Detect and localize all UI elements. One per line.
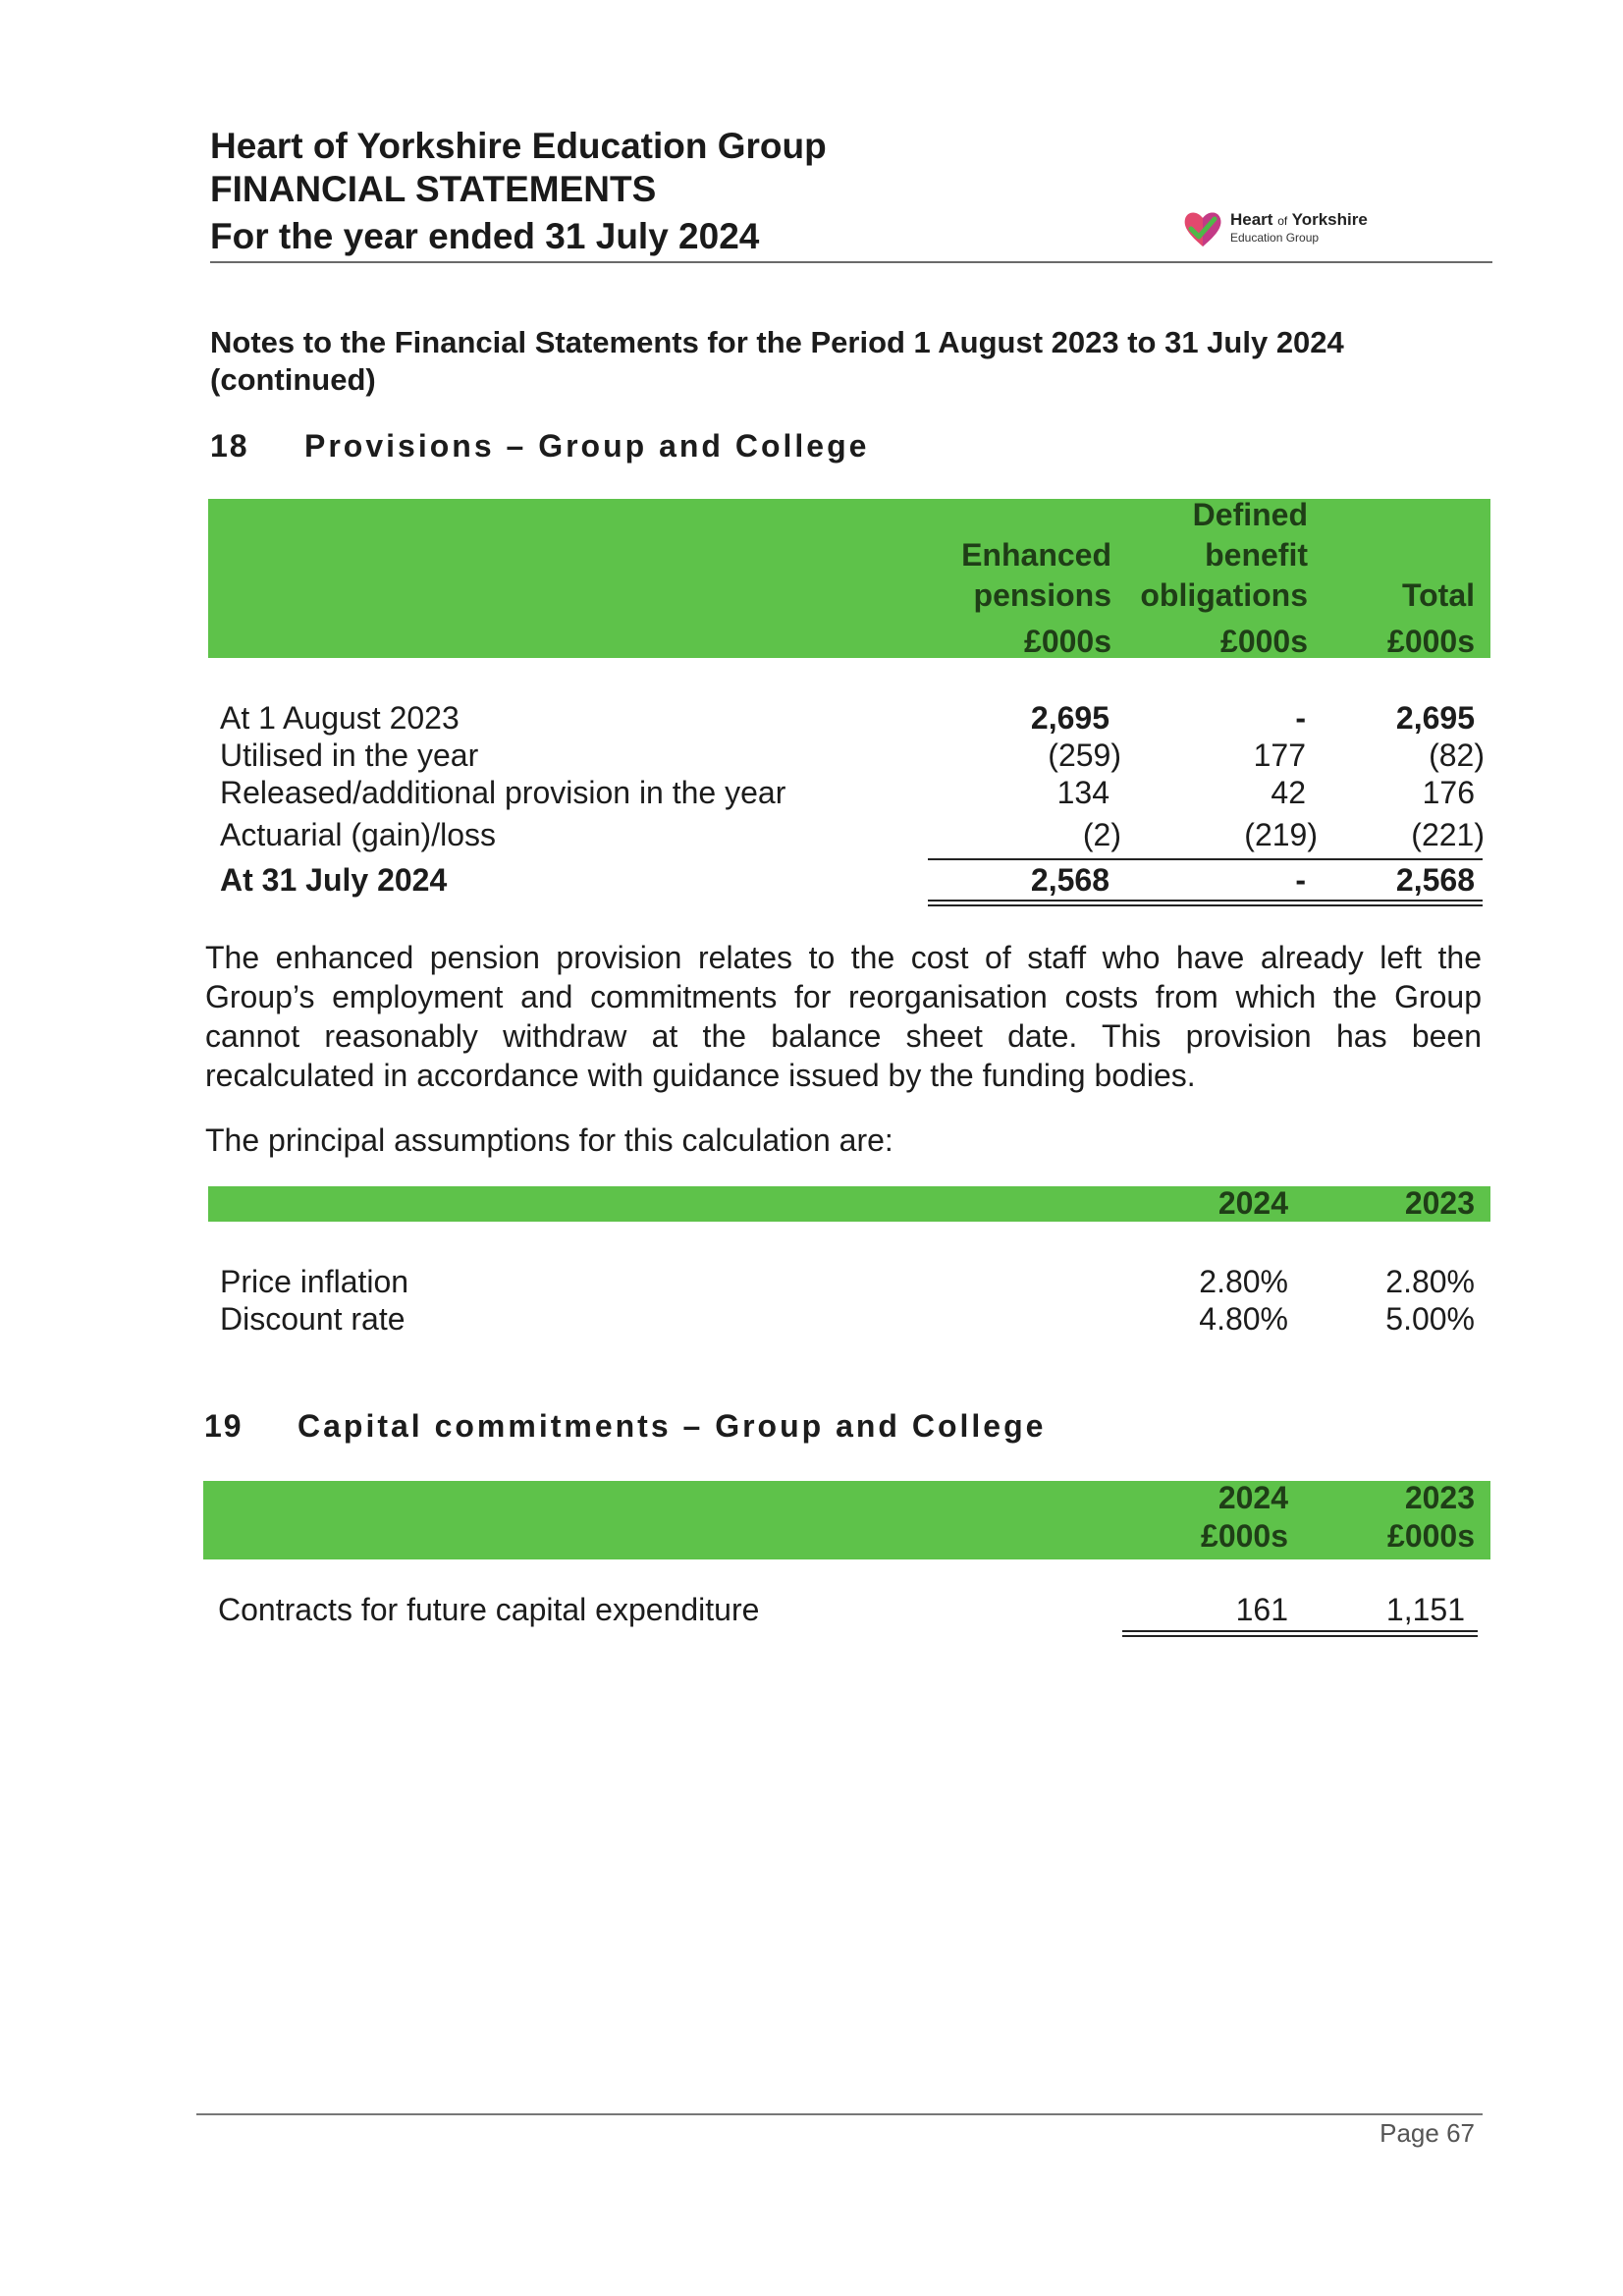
heart-logo-icon [1181,207,1224,250]
row-value-defined: 42 [1271,775,1306,810]
assumptions-col-2024: 2024 [1217,1185,1288,1221]
page-number: Page 67 [1380,2118,1475,2148]
row-value-enhanced: 134 [1056,775,1109,810]
col-defined-line1: Defined [1192,497,1308,532]
logo-wordmark: Heart of Yorkshire [1230,210,1368,229]
row-value-total: 176 [1422,775,1475,810]
commitments-total-rule-1 [1122,1630,1478,1632]
row-value-2023: 5.00% [1385,1301,1475,1337]
commitments-col-2023-unit: £000s [1387,1518,1475,1554]
commitments-total-rule-2 [1122,1635,1478,1637]
row-value-enhanced: (259) [1048,738,1121,773]
col-defined-unit: £000s [1220,624,1308,659]
row-value-enhanced: 2,568 [1030,862,1109,898]
header-divider [210,261,1492,263]
commitments-col-2024-unit: £000s [1201,1518,1288,1554]
header-doc-title: FINANCIAL STATEMENTS [210,169,657,209]
row-value-total: (221) [1411,817,1485,852]
row-label: Actuarial (gain)/loss [220,817,496,852]
row-value-total: (82) [1429,738,1485,773]
header-org: Heart of Yorkshire Education Group [210,126,827,166]
col-defined-line2: benefit [1205,537,1308,573]
logo-subtext: Education Group [1230,231,1320,245]
subtotal-rule [928,858,1483,860]
row-value-2024: 4.80% [1199,1301,1288,1337]
total-rule-1 [928,900,1483,902]
row-label: Discount rate [220,1301,406,1337]
col-total-unit: £000s [1387,624,1475,659]
row-value-total: 2,695 [1395,700,1475,736]
section-18-title: Provisions – Group and College [304,428,870,464]
row-value-2024: 2.80% [1199,1264,1288,1299]
col-enhanced-unit: £000s [1024,624,1111,659]
footer-divider [196,2113,1483,2115]
commitments-col-2024: 2024 [1217,1480,1288,1515]
header-period: For the year ended 31 July 2024 [210,216,760,256]
row-label: Utilised in the year [220,738,479,773]
row-value-enhanced: (2) [1082,817,1121,852]
assumptions-intro: The principal assumptions for this calculation are: [205,1122,893,1158]
section-19-title: Capital commitments – Group and College [298,1408,1047,1444]
section-18-number: 18 [210,428,249,464]
row-value-2023: 1,151 [1385,1592,1465,1627]
col-total-line1: Total [1401,577,1475,613]
assumptions-col-2023: 2023 [1404,1185,1475,1221]
total-rule-2 [928,904,1483,906]
row-value-2024: 161 [1235,1592,1288,1627]
org-logo [1181,207,1387,250]
row-value-defined: (219) [1244,817,1318,852]
col-enhanced-line2: pensions [973,577,1111,613]
row-value-defined: 177 [1253,738,1306,773]
row-label: Price inflation [220,1264,409,1299]
row-label: Contracts for future capital expenditure [218,1592,760,1627]
row-value-enhanced: 2,695 [1030,700,1109,736]
row-value-defined: - [1295,862,1306,898]
row-value-defined: - [1295,700,1306,736]
row-value-total: 2,568 [1395,862,1475,898]
col-defined-line3: obligations [1140,577,1308,613]
provision-description: The enhanced pension provision relates to the cost of staff who have already left the Group’s employment and commitments for reorganisation costs from which the Group cannot reasonably withdraw at the balance sheet date. This provision has been recalculated in accordance with guidance issued by the funding bodies. [205,940,1482,1093]
row-label: At 1 August 2023 [220,700,460,736]
row-label: At 31 July 2024 [220,862,448,898]
row-label: Released/additional provision in the year [220,775,786,810]
row-value-2023: 2.80% [1385,1264,1475,1299]
notes-title: Notes to the Financial Statements for the Period 1 August 2023 to 31 July 2024 (continued) [210,325,1344,397]
col-enhanced-line1: Enhanced [961,537,1111,573]
section-19-number: 19 [204,1408,243,1444]
commitments-col-2023: 2023 [1404,1480,1475,1515]
